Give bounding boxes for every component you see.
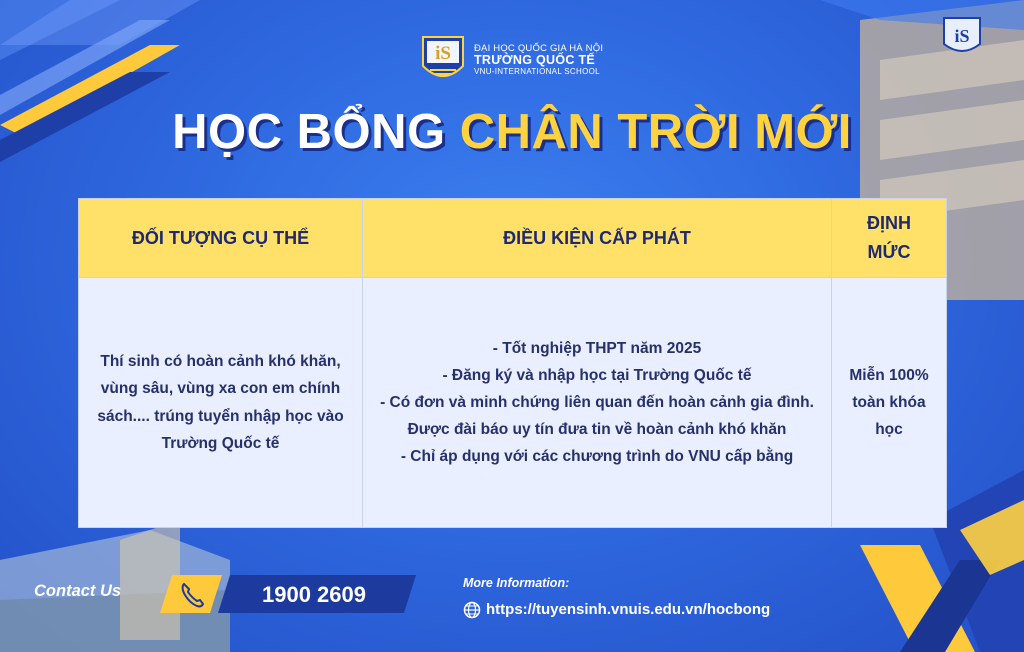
cell-amount: Miễn 100% toàn khóa học	[832, 278, 947, 528]
header-target: ĐỐI TƯỢNG CỤ THỂ	[79, 199, 363, 278]
header-conditions: ĐIỀU KIỆN CẤP PHÁT	[363, 199, 832, 278]
header-amount: ĐỊNH MỨC	[832, 199, 947, 278]
corner-logo-icon	[940, 14, 984, 60]
svg-text:iS: iS	[954, 26, 970, 46]
svg-text:iS: iS	[435, 43, 451, 64]
logo-school-name: TRƯỜNG QUỐC TẾ	[474, 52, 596, 67]
logo-text	[474, 44, 603, 77]
table-header-row	[79, 199, 947, 278]
condition-item: - Chỉ áp dụng với các chương trình do VNU cấp bằng	[400, 448, 794, 466]
phone-number[interactable]: 1900 2609	[262, 582, 366, 607]
school-logo	[420, 34, 603, 86]
condition-item: - Có đơn và minh chứng liên quan đến hoàn cảnh gia đình. Được đài báo uy tín đưa tin về hoàn cảnh khó khăn	[380, 393, 814, 439]
contact-label: Contact Us	[34, 582, 122, 600]
cell-target: Thí sinh có hoàn cảnh khó khăn, vùng sâu, vùng xa con em chính sách.... trúng tuyển nhập học vào Trường Quốc tế	[79, 278, 363, 528]
logo-university-name: ĐẠI HỌC QUỐC GIA HÀ NỘI	[474, 42, 604, 54]
vnuis-shield-logo-icon	[420, 34, 466, 86]
condition-item: - Đăng ký và nhập học tại Trường Quốc tế	[442, 366, 752, 384]
website-link[interactable]: https://tuyensinh.vnuis.edu.vn/hocbong	[486, 601, 771, 618]
page-title	[0, 104, 1024, 160]
more-info-label: More Information:	[463, 576, 570, 590]
title-part-white: HỌC BỔNG	[172, 105, 446, 159]
globe-icon	[463, 601, 481, 619]
table-row	[79, 278, 947, 528]
title-part-yellow: CHÂN TRỜI MỚI	[459, 105, 852, 159]
condition-item: - Tốt nghiệp THPT năm 2025	[492, 339, 702, 357]
scholarship-table	[78, 198, 947, 528]
cell-conditions	[363, 278, 832, 528]
logo-english-name: VNU-INTERNATIONAL SCHOOL	[474, 66, 600, 76]
